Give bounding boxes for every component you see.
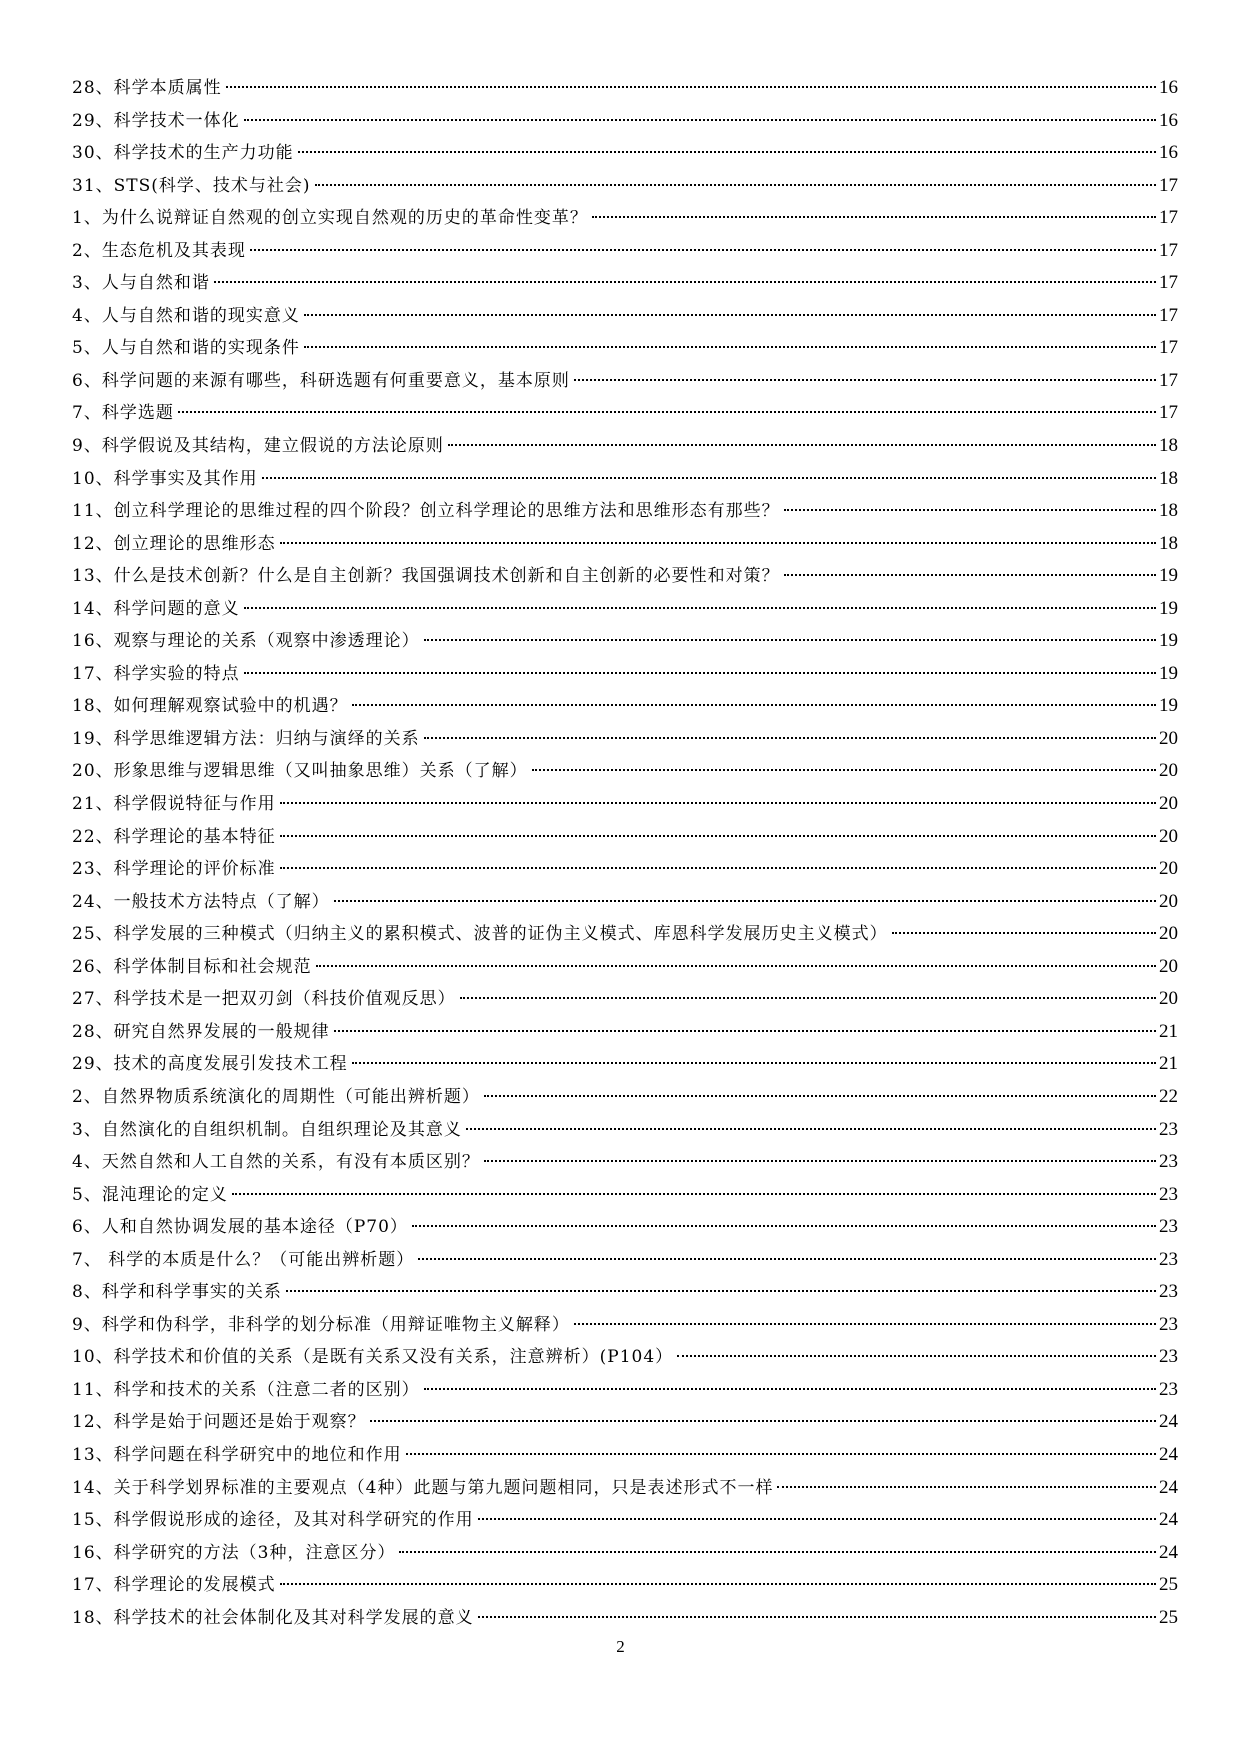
toc-entry[interactable] (72, 105, 1178, 138)
dot-leader (280, 802, 1156, 804)
dot-leader (784, 574, 1156, 576)
toc-entry[interactable] (72, 788, 1178, 821)
toc-entry[interactable] (72, 1276, 1178, 1309)
toc-entry-page-number: 23 (1159, 1346, 1178, 1368)
toc-entry-title: 6、人和自然协调发展的基本途径（P70） (72, 1217, 408, 1238)
dot-leader (478, 1616, 1156, 1618)
toc-entry-page-number: 20 (1159, 793, 1178, 815)
page-number: 2 (616, 1637, 625, 1656)
toc-entry-page-number: 18 (1159, 467, 1178, 489)
toc-entry[interactable] (72, 1211, 1178, 1244)
toc-entry[interactable] (72, 267, 1178, 300)
toc-entry[interactable] (72, 1114, 1178, 1147)
toc-entry-page-number: 21 (1159, 1053, 1178, 1075)
toc-entry-page-number: 16 (1159, 77, 1178, 98)
toc-entry-title: 8、科学和科学事实的关系 (72, 1282, 282, 1303)
toc-entry-title: 16、观察与理论的关系（观察中渗透理论） (72, 631, 420, 652)
toc-entry-title: 10、科学技术和价值的关系（是既有关系又没有关系，注意辨析）(P104） (72, 1347, 674, 1368)
toc-entry-page-number: 20 (1159, 760, 1178, 782)
dot-leader (232, 1193, 1156, 1195)
toc-entry-page-number: 16 (1159, 109, 1178, 131)
dot-leader (304, 314, 1156, 316)
toc-entry-title: 4、人与自然和谐的现实意义 (72, 305, 300, 326)
toc-entry[interactable] (72, 1244, 1178, 1277)
toc-entry-title: 25、科学发展的三种模式（归纳主义的累积模式、波普的证伪主义模式、库恩科学发展历史主义模式） (72, 924, 888, 945)
dot-leader (466, 1128, 1156, 1130)
toc-entry-title: 5、混沌理论的定义 (72, 1184, 228, 1205)
toc-entry[interactable] (72, 1537, 1178, 1570)
toc-entry-title: 16、科学研究的方法（3种，注意区分） (72, 1542, 396, 1563)
toc-entry[interactable] (72, 853, 1178, 886)
toc-entry-page-number: 20 (1159, 955, 1178, 977)
toc-entry-page-number: 19 (1159, 630, 1178, 652)
toc-entry-page-number: 20 (1159, 890, 1178, 912)
toc-entry-title: 13、什么是技术创新？什么是自主创新？我国强调技术创新和自主创新的必要性和对策？ (72, 566, 780, 587)
toc-entry[interactable] (72, 1179, 1178, 1212)
toc-entry[interactable] (72, 365, 1178, 398)
dot-leader (280, 835, 1156, 837)
toc-entry[interactable] (72, 1048, 1178, 1081)
dot-leader (424, 737, 1156, 739)
dot-leader (315, 184, 1156, 186)
dot-leader (592, 216, 1156, 218)
toc-entry-page-number: 20 (1159, 825, 1178, 847)
toc-entry-title: 26、科学体制目标和社会规范 (72, 956, 312, 977)
toc-entry-title: 29、科学技术一体化 (72, 110, 240, 131)
toc-entry-title: 6、科学问题的来源有哪些，科研选题有何重要意义，基本原则 (72, 370, 570, 391)
toc-entry[interactable] (72, 723, 1178, 756)
dot-leader (399, 1551, 1156, 1553)
toc-entry[interactable] (72, 886, 1178, 919)
toc-entry-page-number: 20 (1159, 923, 1178, 945)
dot-leader (334, 1030, 1156, 1032)
dot-leader (677, 1355, 1156, 1357)
dot-leader (178, 411, 1156, 413)
dot-leader (352, 704, 1156, 706)
toc-entry-title: 12、科学是始于问题还是始于观察？ (72, 1412, 366, 1433)
dot-leader (334, 900, 1156, 902)
toc-entry-title: 17、科学实验的特点 (72, 663, 240, 684)
dot-leader (262, 477, 1156, 479)
toc-entry[interactable] (72, 560, 1178, 593)
toc-entry-title: 10、科学事实及其作用 (72, 468, 258, 489)
toc-entry-page-number: 24 (1159, 1476, 1178, 1498)
toc-entry[interactable] (72, 332, 1178, 365)
toc-entry-title: 27、科学技术是一把双刃剑（科技价值观反思） (72, 989, 456, 1010)
dot-leader (280, 1583, 1156, 1585)
toc-entry[interactable] (72, 690, 1178, 723)
toc-entry[interactable] (72, 300, 1178, 333)
toc-entry-title: 11、科学和技术的关系（注意二者的区别） (72, 1379, 420, 1400)
toc-entry-page-number: 22 (1159, 1085, 1178, 1107)
toc-entry[interactable] (72, 951, 1178, 984)
toc-entry[interactable] (72, 235, 1178, 268)
toc-entry-page-number: 24 (1159, 1443, 1178, 1465)
toc-entry-page-number: 20 (1159, 988, 1178, 1010)
dot-leader (484, 1160, 1156, 1162)
dot-leader (412, 1225, 1156, 1227)
toc-entry-title: 14、关于科学划界标准的主要观点（4种）此题与第九题问题相同，只是表述形式不一样 (72, 1477, 774, 1498)
toc-entry[interactable] (72, 1016, 1178, 1049)
dot-leader (280, 542, 1156, 544)
dot-leader (280, 867, 1156, 869)
toc-entry-page-number: 24 (1159, 1411, 1178, 1433)
toc-entry-title: 3、人与自然和谐 (72, 273, 210, 294)
dot-leader (244, 119, 1156, 121)
toc-entry-page-number: 24 (1159, 1541, 1178, 1563)
toc-entry-page-number: 17 (1159, 207, 1178, 229)
toc-entry-page-number: 17 (1159, 174, 1178, 196)
toc-entry-title: 17、科学理论的发展模式 (72, 1575, 276, 1596)
toc-entry[interactable] (72, 1602, 1178, 1635)
toc-entry[interactable] (72, 72, 1178, 105)
toc-entry-page-number: 16 (1159, 142, 1178, 164)
toc-entry-page-number: 23 (1159, 1216, 1178, 1238)
toc-entry-page-number: 19 (1159, 662, 1178, 684)
toc-entry-page-number: 23 (1159, 1183, 1178, 1205)
toc-entry-page-number: 23 (1159, 1118, 1178, 1140)
dot-leader (316, 965, 1156, 967)
toc-entry-title: 18、科学技术的社会体制化及其对科学发展的意义 (72, 1607, 474, 1628)
dot-leader (298, 151, 1156, 153)
toc-entry[interactable] (72, 430, 1178, 463)
toc-entry-title: 28、研究自然界发展的一般规律 (72, 1021, 330, 1042)
toc-entry-title: 12、创立理论的思维形态 (72, 533, 276, 554)
dot-leader (460, 997, 1156, 999)
toc-entry[interactable] (72, 1472, 1178, 1505)
toc-entry[interactable] (72, 1146, 1178, 1179)
toc-entry-page-number: 23 (1159, 1378, 1178, 1400)
dot-leader (286, 1290, 1156, 1292)
toc-entry-page-number: 19 (1159, 597, 1178, 619)
toc-entry-title: 28、科学本质属性 (72, 78, 222, 98)
toc-entry-page-number: 18 (1159, 435, 1178, 457)
toc-entry-title: 1、为什么说辩证自然观的创立实现自然观的历史的革命性变革？ (72, 208, 588, 229)
toc-entry[interactable] (72, 918, 1178, 951)
dot-leader (478, 1518, 1156, 1520)
toc-entry-page-number: 21 (1159, 1020, 1178, 1042)
toc-entry-page-number: 17 (1159, 304, 1178, 326)
dot-leader (352, 1062, 1156, 1064)
toc-entry[interactable] (72, 821, 1178, 854)
toc-entry[interactable] (72, 755, 1178, 788)
toc-entry[interactable] (72, 137, 1178, 170)
dot-leader (226, 86, 1156, 88)
toc-entry-title: 18、如何理解观察试验中的机遇？ (72, 696, 348, 717)
toc-entry-title: 21、科学假说特征与作用 (72, 794, 276, 815)
toc-entry-page-number: 18 (1159, 532, 1178, 554)
toc-entry-title: 2、生态危机及其表现 (72, 240, 246, 261)
dot-leader (892, 932, 1156, 934)
toc-entry[interactable] (72, 983, 1178, 1016)
toc-entry-page-number: 17 (1159, 369, 1178, 391)
toc-entry[interactable] (72, 202, 1178, 235)
toc-entry[interactable] (72, 658, 1178, 691)
toc-entry[interactable] (72, 1504, 1178, 1537)
dot-leader (244, 607, 1156, 609)
toc-entry-title: 22、科学理论的基本特征 (72, 826, 276, 847)
toc-entry[interactable] (72, 1374, 1178, 1407)
toc-entry-title: 13、科学问题在科学研究中的地位和作用 (72, 1444, 402, 1465)
toc-entry-title: 9、科学假说及其结构，建立假说的方法论原则 (72, 436, 444, 457)
toc-entry-title: 31、STS(科学、技术与社会) (72, 175, 311, 196)
toc-entry[interactable] (72, 397, 1178, 430)
toc-entry[interactable] (72, 1081, 1178, 1114)
toc-entry-page-number: 18 (1159, 500, 1178, 522)
dot-leader (214, 281, 1156, 283)
toc-entry[interactable] (72, 1439, 1178, 1472)
toc-entry-page-number: 20 (1159, 727, 1178, 749)
dot-leader (448, 444, 1156, 446)
toc-entry[interactable] (72, 1406, 1178, 1439)
toc-entry-title: 7、 科学的本质是什么？（可能出辨析题） (72, 1249, 415, 1270)
dot-leader (574, 1323, 1156, 1325)
toc-entry-page-number: 23 (1159, 1248, 1178, 1270)
toc-entry-title: 5、人与自然和谐的实现条件 (72, 338, 300, 359)
toc-entry[interactable] (72, 495, 1178, 528)
toc-entry-page-number: 17 (1159, 402, 1178, 424)
toc-entry-title: 14、科学问题的意义 (72, 598, 240, 619)
toc-entry-page-number: 23 (1159, 1281, 1178, 1303)
toc-entry[interactable] (72, 1309, 1178, 1342)
toc-entry[interactable] (72, 1341, 1178, 1374)
toc-entry-page-number: 25 (1159, 1606, 1178, 1628)
toc-entry-title: 29、技术的高度发展引发技术工程 (72, 1054, 348, 1075)
dot-leader (424, 639, 1156, 641)
toc-entry-title: 15、科学假说形成的途径，及其对科学研究的作用 (72, 1510, 474, 1531)
dot-leader (406, 1453, 1156, 1455)
toc-entry[interactable] (72, 1569, 1178, 1602)
toc-entry[interactable] (72, 593, 1178, 626)
toc-entry-page-number: 23 (1159, 1313, 1178, 1335)
toc-entry-title: 19、科学思维逻辑方法：归纳与演绎的关系 (72, 728, 420, 749)
toc-entry-title: 2、自然界物质系统演化的周期性（可能出辨析题） (72, 1086, 480, 1107)
toc-entry-title: 3、自然演化的自组织机制。自组织理论及其意义 (72, 1119, 462, 1140)
toc-entry-page-number: 17 (1159, 272, 1178, 294)
dot-leader (574, 379, 1156, 381)
dot-leader (484, 1095, 1156, 1097)
toc-entry-title: 11、创立科学理论的思维过程的四个阶段？创立科学理论的思维方法和思维形态有那些？ (72, 501, 780, 522)
toc-entry[interactable] (72, 463, 1178, 496)
dot-leader (532, 769, 1156, 771)
dot-leader (784, 509, 1156, 511)
toc-entry-page-number: 20 (1159, 858, 1178, 880)
toc-entry[interactable] (72, 528, 1178, 561)
dot-leader (777, 1486, 1156, 1488)
toc-entry-page-number: 19 (1159, 565, 1178, 587)
toc-entry-title: 30、科学技术的生产力功能 (72, 143, 294, 164)
toc-entry-page-number: 24 (1159, 1509, 1178, 1531)
toc-entry-title: 20、形象思维与逻辑思维（又叫抽象思维）关系（了解） (72, 761, 528, 782)
dot-leader (424, 1388, 1156, 1390)
toc-entry-title: 24、一般技术方法特点（了解） (72, 891, 330, 912)
toc-entry-page-number: 17 (1159, 337, 1178, 359)
toc-entry-title: 4、天然自然和人工自然的关系，有没有本质区别？ (72, 1152, 480, 1173)
toc-entry-page-number: 25 (1159, 1574, 1178, 1596)
toc-entry[interactable] (72, 625, 1178, 658)
dot-leader (250, 249, 1156, 251)
dot-leader (370, 1420, 1156, 1422)
dot-leader (244, 672, 1156, 674)
toc-entry-title: 9、科学和伪科学，非科学的划分标准（用辩证唯物主义解释） (72, 1314, 570, 1335)
toc-entry-page-number: 19 (1159, 695, 1178, 717)
toc-entry-title: 23、科学理论的评价标准 (72, 859, 276, 880)
table-of-contents (72, 72, 1178, 1634)
toc-entry-title: 7、科学选题 (72, 403, 174, 424)
dot-leader (418, 1258, 1156, 1260)
toc-entry-page-number: 23 (1159, 1151, 1178, 1173)
dot-leader (304, 346, 1156, 348)
toc-entry-page-number: 17 (1159, 239, 1178, 261)
toc-entry[interactable] (72, 170, 1178, 203)
